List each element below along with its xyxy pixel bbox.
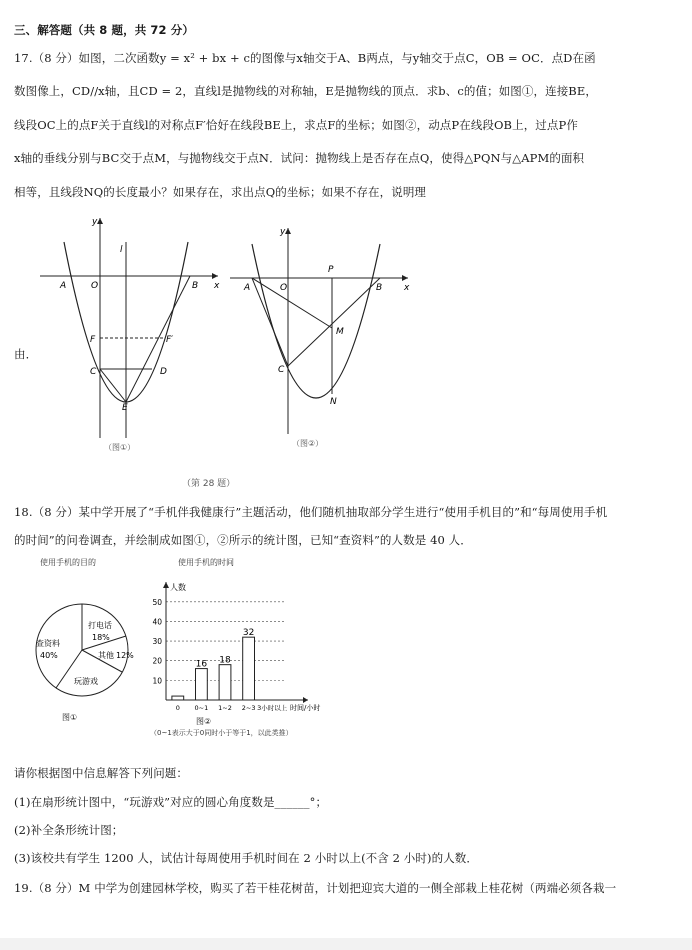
bar-2 <box>219 665 231 700</box>
bar-3 <box>243 637 255 700</box>
page-footer-band <box>0 938 692 950</box>
pie-label-dadianhua: 打电话 <box>88 621 112 630</box>
pie-title: 使用手机的目的 <box>40 558 96 567</box>
q17-trailing: 由． <box>14 347 38 361</box>
fig1-label-F-prime: F′ <box>166 335 174 345</box>
bar-xtick-2: 1~2 <box>218 704 232 712</box>
q19-line-1: 19.（8 分）M 中学为创建园林学校，购买了若干桂花树苗，计划把迎宾大道的一侧全部栽上桂花树（两端必须各栽一 <box>14 881 617 895</box>
pie-label-wanyouxi: 玩游戏 <box>74 677 98 686</box>
bar-chart <box>140 572 340 722</box>
q18-sub-1: (1)在扇形统计图中，“玩游戏”对应的圆心角度数是______°； <box>14 795 328 809</box>
section-title: 三、解答题（共 8 题，共 72 分） <box>14 23 194 37</box>
fig2-caption: （图②） <box>292 439 324 448</box>
pie-label-chaziliao: 查资料 <box>36 639 60 648</box>
bar-xtick-1: 0~1 <box>194 704 209 712</box>
bar-axes <box>163 582 320 712</box>
bar-title: 使用手机的时间 <box>178 558 234 567</box>
fig1-label-B: B <box>192 281 199 291</box>
fig1-label-F: F <box>90 335 96 345</box>
q17-line-2: 数图像上，CD//x轴，且CD = 2，直线l是抛物线的对称轴，E是抛物线的顶点．求b、c的值；如图①，连接BE， <box>14 84 597 98</box>
fig2-label-M: M <box>336 327 344 337</box>
fig1-caption: （图①） <box>104 443 136 452</box>
bar-ytick-20: 20 <box>152 656 162 666</box>
bar-x-label: 时间/小时 <box>290 704 321 712</box>
bar-1 <box>196 669 208 700</box>
figure-2-parabola <box>226 222 416 450</box>
q18-line-2: 的时间”的问卷调查，并绘制成如图①，②所示的统计图，已知“查资料”的人数是 40 人． <box>14 533 472 547</box>
bar-xtick-3: 2~3 <box>241 704 256 712</box>
q17-line-3: 线段OC上的点F关于直线l的对称点F′恰好在线段BE上，求点F的坐标；如图②，动点P在线段OB上，过点P作 <box>14 118 578 132</box>
bar-data-label-1: 16 <box>195 659 208 670</box>
bar-xtick-0: 0 <box>175 704 180 712</box>
bar-marks <box>172 628 255 700</box>
fig1-label-l: l <box>120 245 123 255</box>
pie-pct-chaziliao: 40% <box>40 651 58 660</box>
fig2-label-N: N <box>330 397 337 407</box>
pie-chart <box>26 600 138 708</box>
q18-instruction: 请你根据图中信息解答下列问题： <box>14 766 188 780</box>
fig1-label-A: A <box>60 281 67 291</box>
q18-sub-2: (2)补全条形统计图； <box>14 823 124 837</box>
bar-x-arrow <box>303 697 308 703</box>
fig2-label-C: C <box>278 365 285 375</box>
pie-pct-dadianhua: 18% <box>92 633 110 642</box>
q18-line-1: 18.（8 分）某中学开展了“手机伴我健康行”主题活动，他们随机抽取部分学生进行“使用手机目的”和“每周使用手机 <box>14 505 608 519</box>
bar-xtick-4: 3小时以上 <box>257 704 288 712</box>
fig2-label-P: P <box>328 265 334 275</box>
pie-label-qita: 其他 <box>98 651 114 660</box>
bar-caption: 图② <box>196 717 212 726</box>
fig1-label-D: D <box>160 367 167 377</box>
fig1-label-C: C <box>90 367 97 377</box>
fig2-label-x: x <box>404 283 410 293</box>
fig1-label-O: O <box>91 281 99 291</box>
bar-ytick-10: 10 <box>152 676 162 686</box>
figure-note: （第 28 题） <box>182 479 236 489</box>
q17-line-1: 17.（8 分）如图，二次函数y = x² + bx + c的图像与x轴交于A、B两点，与y轴交于点C，OB = OC．点D在函 <box>14 51 596 65</box>
fig2-label-B: B <box>376 283 383 293</box>
pie-pct-qita: 12% <box>116 651 134 660</box>
fig1-label-E: E <box>122 403 128 413</box>
q17-line-4: x轴的垂线分别与BC交于点M，与抛物线交于点N．试问：抛物线上是否存在点Q，使得△PQN与△APM的面积 <box>14 151 585 165</box>
fig2-label-A: A <box>244 283 251 293</box>
pie-caption: 图① <box>62 713 78 722</box>
bar-0 <box>172 696 184 700</box>
bar-ytick-50: 50 <box>152 597 162 607</box>
q17-line-5: 相等，且线段NQ的长度最小？如果存在，求出点Q的坐标；如果不存在，说明理 <box>14 185 427 199</box>
bar-y-arrow <box>163 582 169 588</box>
bar-ytick-30: 30 <box>152 637 162 647</box>
q18-sub-3: (3)该校共有学生 1200 人，试估计每周使用手机时间在 2 小时以上(不含 2 小时)的人数． <box>14 851 478 865</box>
bar-note: （0~1表示大于0同时小于等于1，以此类推） <box>150 729 293 737</box>
bar-ytick-40: 40 <box>152 617 162 627</box>
bar-y-label: 人数 <box>170 583 186 592</box>
fig2-label-y: y <box>280 227 286 237</box>
fig1-label-y: y <box>92 217 98 227</box>
fig1-label-x: x <box>214 281 220 291</box>
figure-1-parabola <box>36 212 226 452</box>
bar-data-label-2: 18 <box>219 655 231 666</box>
fig2-label-O: O <box>280 283 288 293</box>
bar-data-label-3: 32 <box>242 628 255 639</box>
